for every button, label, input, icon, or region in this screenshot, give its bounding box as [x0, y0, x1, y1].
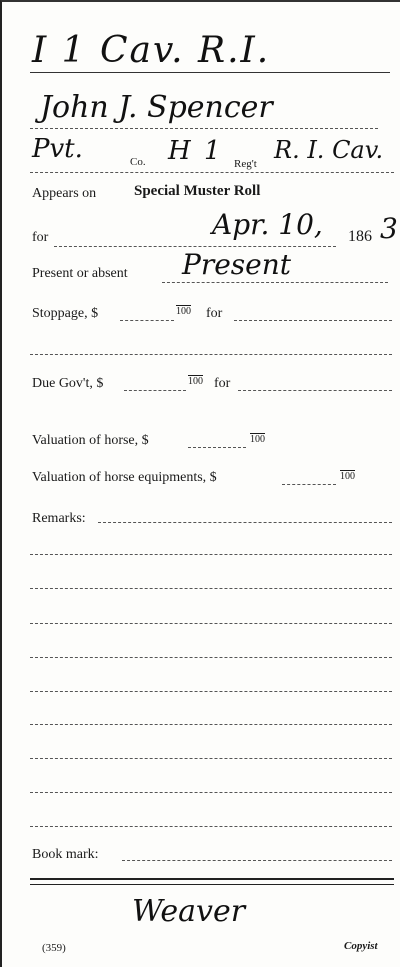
- year-prefix: 186: [348, 228, 372, 245]
- remarks-line-9: [30, 792, 392, 793]
- stoppage-line-2: [30, 354, 392, 355]
- remarks-line-4: [30, 623, 392, 624]
- due-gov-for: for: [214, 376, 231, 391]
- valuation-equip-cents: 100: [340, 471, 355, 482]
- soldier-rank: Pvt.: [32, 134, 83, 164]
- book-mark-label: Book mark:: [32, 847, 99, 862]
- stoppage-for: for: [206, 306, 223, 321]
- status-value: Present: [182, 248, 292, 281]
- remarks-line-1: [98, 522, 392, 523]
- appears-on-label: Appears on: [32, 186, 97, 201]
- valuation-horse-cents: 100: [250, 434, 265, 445]
- remarks-line-6: [30, 691, 392, 692]
- regiment-name: R. I. Cav.: [274, 136, 384, 164]
- copyist-signature: Weaver: [132, 894, 246, 929]
- remarks-line-2: [30, 554, 392, 555]
- due-gov-label: Due Gov't, $: [32, 376, 104, 391]
- footer-rule-bottom: [30, 884, 394, 885]
- header-line: [30, 72, 390, 73]
- book-mark-line: [122, 860, 392, 861]
- company-letter: H: [168, 136, 191, 166]
- valuation-horse-label: Valuation of horse, $: [32, 433, 149, 448]
- footer-rule-top: [30, 878, 394, 880]
- copyist-label: Copyist: [344, 940, 378, 952]
- muster-date: Apr. 10,: [212, 208, 323, 241]
- remarks-line-5: [30, 657, 392, 658]
- remarks-line-8: [30, 758, 392, 759]
- regt-label: Reg't: [234, 158, 257, 170]
- due-gov-amount-line: [124, 390, 186, 391]
- remarks-label: Remarks:: [32, 511, 86, 526]
- rank-line: [30, 172, 394, 173]
- name-line: [30, 128, 378, 129]
- date-line: [54, 246, 336, 247]
- stoppage-for-line: [234, 320, 392, 321]
- remarks-line-7: [30, 724, 392, 725]
- stoppage-label: Stoppage, $: [32, 306, 99, 321]
- co-label: Co.: [130, 156, 146, 168]
- valuation-equip-label: Valuation of horse equipments, $: [32, 470, 217, 485]
- form-number: (359): [42, 942, 66, 954]
- regiment-number: 1: [204, 136, 221, 166]
- present-absent-label: Present or absent: [32, 266, 128, 281]
- unit-code: I 1 Cav. R.I.: [32, 30, 271, 71]
- year-digit: 3: [380, 212, 398, 245]
- roll-type: Special Muster Roll: [134, 183, 261, 199]
- due-gov-for-line: [238, 390, 392, 391]
- due-gov-cents: 100: [188, 376, 203, 387]
- for-label: for: [32, 230, 49, 245]
- status-line: [162, 282, 388, 283]
- remarks-line-10: [30, 826, 392, 827]
- valuation-equip-line: [282, 484, 336, 485]
- soldier-name: John J. Spencer: [40, 90, 273, 125]
- valuation-horse-line: [188, 447, 246, 448]
- remarks-line-3: [30, 588, 392, 589]
- stoppage-cents: 100: [176, 306, 191, 317]
- stoppage-amount-line: [120, 320, 174, 321]
